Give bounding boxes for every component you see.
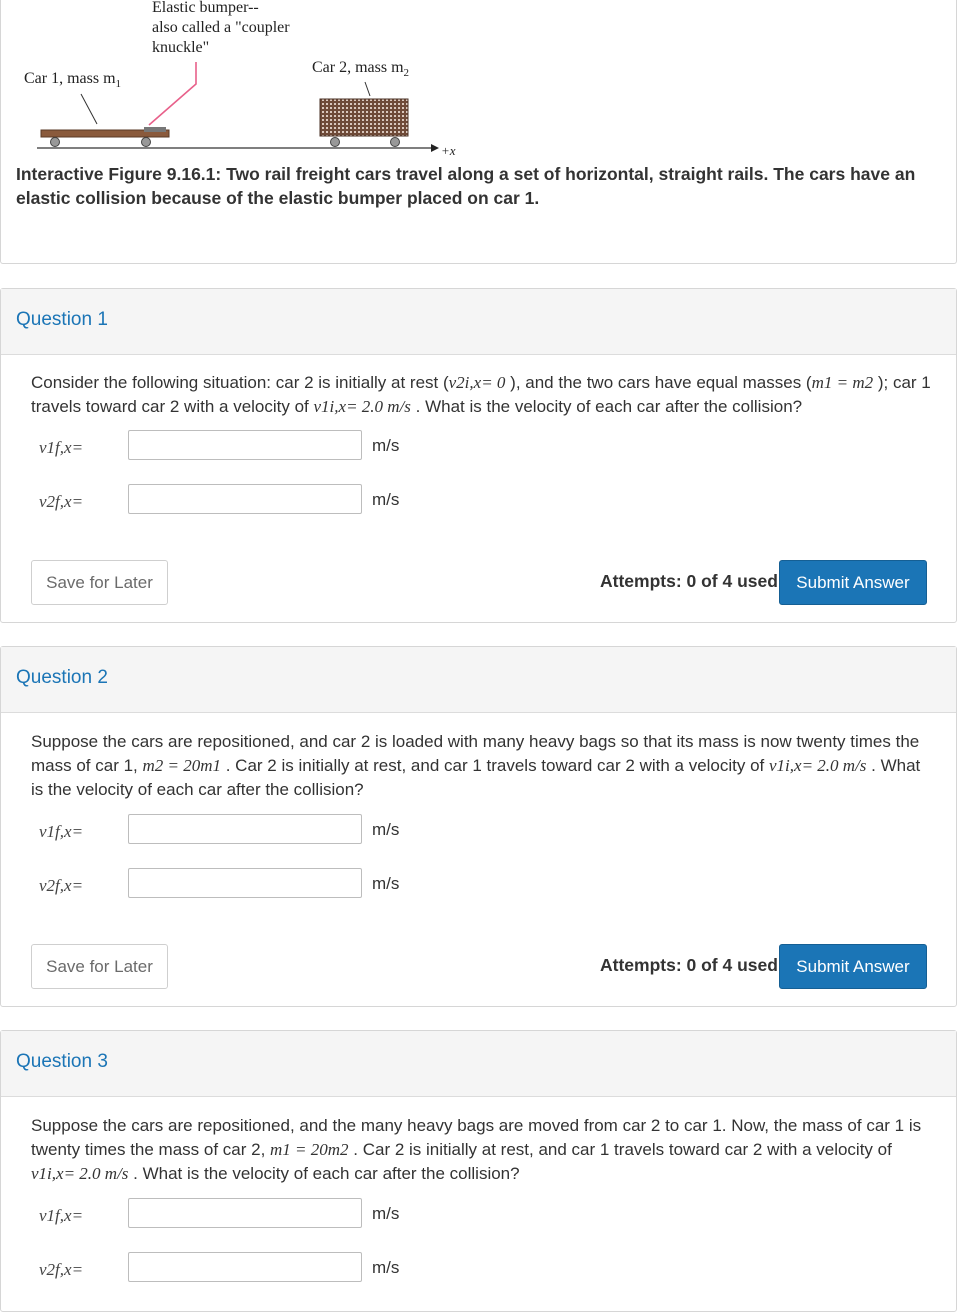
question-3-card	[0, 1030, 957, 1312]
car-1-pointer-line	[81, 94, 97, 124]
bumper-label-line-2: also called a "coupler	[152, 19, 290, 36]
question-3-text	[31, 1114, 936, 1186]
car-1-label	[24, 69, 121, 94]
car-2-pointer-line	[365, 82, 370, 96]
q2-attempts-text: Attempts: 0 of 4 used	[600, 955, 778, 975]
bumper-label-line-3: knuckle"	[152, 39, 210, 56]
x-axis-arrow	[431, 144, 439, 152]
question-2-card	[0, 646, 957, 1007]
figure-card	[0, 0, 957, 264]
q2-math-masses: m2 = 20m1	[142, 756, 222, 775]
bumper-label-line-1: Elastic bumper--	[152, 0, 259, 16]
q3-math-v1i: v1i,x= 2.0 m/s	[31, 1164, 129, 1183]
car-1-label-text: Car 1, mass m	[24, 70, 116, 87]
q1-submit-answer-button[interactable]: Submit Answer	[779, 560, 927, 605]
question-1-header	[1, 289, 956, 355]
q1-v1f-unit: m/s	[372, 436, 400, 455]
question-2-title: Question 2	[16, 667, 108, 688]
car-2-body	[320, 99, 408, 136]
q3-text-part: Suppose the cars are repositioned, and the many heavy bags are moved from car 2 to car 1. Now, the mass of car 1 is twenty times the mass of car 2,	[31, 1116, 922, 1159]
q2-text-part: Suppose the cars are repositioned, and car 2 is loaded with many heavy bags so that its mass is now twenty times the mass of car 1,	[31, 732, 920, 775]
question-1-title: Question 1	[16, 309, 108, 330]
q1-attempts-text: Attempts: 0 of 4 used	[600, 571, 778, 591]
figure-caption: Interactive Figure 9.16.1: Two rail freight cars travel along a set of horizontal, straight rails. The cars have an elastic collision because of the elastic bumper placed on car 1.	[16, 164, 916, 208]
q3-v2f-input[interactable]	[128, 1252, 362, 1282]
q1-save-for-later-button[interactable]: Save for Later	[31, 560, 168, 605]
car-2-wheel-left	[331, 138, 340, 147]
q1-text-part: . What is the velocity of each car after the collision?	[410, 397, 803, 416]
q2-v1f-input[interactable]	[128, 814, 362, 844]
question-2-text	[31, 730, 936, 802]
question-2-header	[1, 647, 956, 713]
car-2-label-sub: 2	[403, 67, 410, 80]
q1-v1f-input[interactable]	[128, 430, 362, 460]
q3-v2f-unit: m/s	[372, 1258, 400, 1277]
q1-text-part: ), and the two cars have equal masses (	[505, 373, 812, 392]
q2-save-for-later-button[interactable]: Save for Later	[31, 944, 168, 989]
question-1-card	[0, 288, 957, 623]
car-1-wheel-right	[142, 138, 151, 147]
q1-math-v2i: v2i,x= 0	[448, 373, 506, 392]
q3-v1f-input[interactable]	[128, 1198, 362, 1228]
q3-v1f-unit: m/s	[372, 1204, 400, 1223]
axis-label: +x	[441, 143, 456, 158]
car-2-label	[312, 58, 409, 83]
q2-text-part: . What is the velocity of each car after the collision?	[31, 756, 921, 799]
q2-v2f-label: v2f,x=	[39, 876, 84, 895]
q1-math-masses: m1 = m2	[811, 373, 874, 392]
q1-text-part: Consider the following situation: car 2 is initially at rest (	[31, 373, 449, 392]
elastic-bumper	[144, 127, 166, 132]
question-1-text	[31, 371, 936, 419]
car-1-wheel-left	[51, 138, 60, 147]
rail-cars-illustration	[1, 0, 956, 158]
q2-v1f-unit: m/s	[372, 820, 400, 839]
q2-text-part: . Car 2 is initially at rest, and car 1 travels toward car 2 with a velocity of	[221, 756, 770, 775]
q2-submit-answer-button[interactable]: Submit Answer	[779, 944, 927, 989]
q1-v2f-label: v2f,x=	[39, 492, 84, 511]
q1-v2f-unit: m/s	[372, 490, 400, 509]
car-2-wheel-right	[391, 138, 400, 147]
question-3-title: Question 3	[16, 1051, 108, 1072]
q1-text-part: ); car 1 travels toward car 2 with a velocity of	[31, 373, 931, 416]
question-3-header	[1, 1031, 956, 1097]
q3-v1f-label: v1f,x=	[39, 1206, 84, 1225]
q2-v2f-input[interactable]	[128, 868, 362, 898]
q3-v2f-label: v2f,x=	[39, 1260, 84, 1279]
q1-v1f-label: v1f,x=	[39, 438, 84, 457]
q2-math-v1i: v1i,x= 2.0 m/s	[769, 756, 867, 775]
car-1-label-sub: 1	[115, 78, 122, 91]
q2-v2f-unit: m/s	[372, 874, 400, 893]
bumper-label	[152, 0, 290, 58]
bumper-pointer-line	[149, 62, 196, 125]
car-2-label-text: Car 2, mass m	[312, 59, 404, 76]
q2-v1f-label: v1f,x=	[39, 822, 84, 841]
q3-text-part: . What is the velocity of each car after the collision?	[128, 1164, 520, 1183]
q1-v2f-input[interactable]	[128, 484, 362, 514]
q1-math-v1i: v1i,x= 2.0 m/s	[313, 397, 411, 416]
q3-math-masses: m1 = 20m2	[270, 1140, 349, 1159]
q3-text-part: . Car 2 is initially at rest, and car 1 travels toward car 2 with a velocity of	[348, 1140, 892, 1159]
